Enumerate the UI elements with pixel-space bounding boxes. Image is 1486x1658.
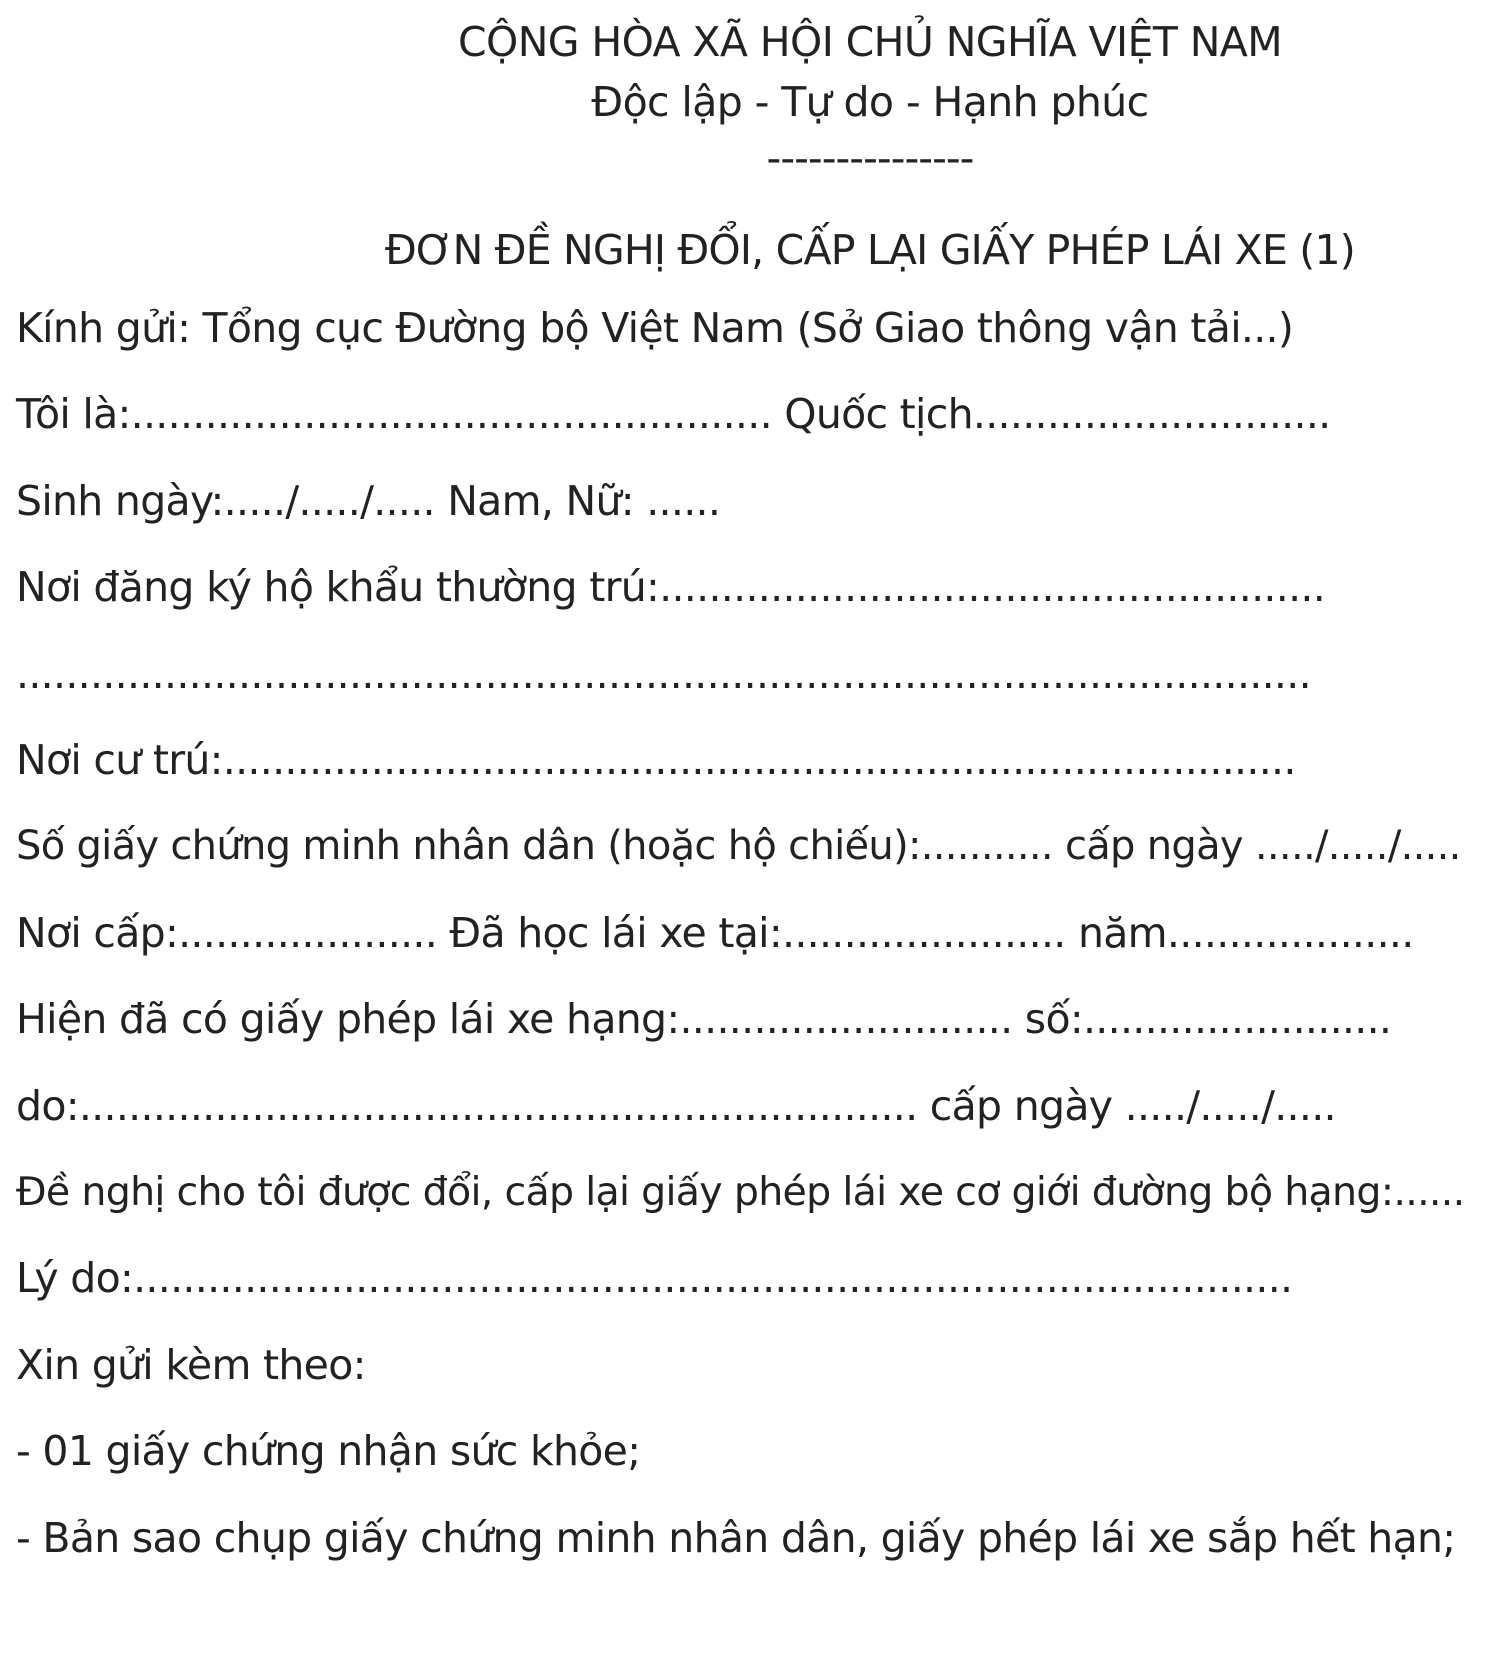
permanent-residence-continuation-line: ......................................................................................................... xyxy=(16,650,1311,698)
attachment-item: - 01 giấy chứng nhận sức khỏe; xyxy=(16,1427,641,1475)
request-line: Đề nghị cho tôi được đổi, cấp lại giấy phép lái xe cơ giới đường bộ hạng:...... xyxy=(16,1169,1465,1215)
current-residence-line: Nơi cư trú:....................................................................................... xyxy=(16,736,1296,784)
national-motto: Độc lập - Tự do - Hạnh phúc xyxy=(591,78,1149,126)
birthdate-gender-line: Sinh ngày:...../...../..... Nam, Nữ: ...... xyxy=(16,477,721,525)
document-title: ĐƠN ĐỀ NGHỊ ĐỔI, CẤP LẠI GIẤY PHÉP LÁI XE (1) xyxy=(385,226,1355,274)
permanent-residence-line: Nơi đăng ký hộ khẩu thường trú:...................................................... xyxy=(16,563,1326,611)
license-issuer-line: do:.................................................................... cấp ngày ...../...../..... xyxy=(16,1082,1336,1130)
reason-line: Lý do:.............................................................................................. xyxy=(16,1254,1293,1302)
recipient-line: Kính gửi: Tổng cục Đường bộ Việt Nam (Sở Giao thông vận tải...) xyxy=(16,304,1294,352)
name-nationality-line: Tôi là:.................................................... Quốc tịch............................. xyxy=(16,390,1331,438)
heading-divider: --------------- xyxy=(766,134,974,182)
id-card-line: Số giấy chứng minh nhân dân (hoặc hộ chiếu):........... cấp ngày ...../...../..... xyxy=(16,823,1461,869)
attachments-heading: Xin gửi kèm theo: xyxy=(16,1341,366,1389)
issue-place-training-line: Nơi cấp:..................... Đã học lái xe tại:....................... năm.................... xyxy=(16,909,1414,957)
nation-heading: CỘNG HÒA XÃ HỘI CHỦ NGHĨA VIỆT NAM xyxy=(458,18,1282,66)
current-license-line: Hiện đã có giấy phép lái xe hạng:........................... số:......................... xyxy=(16,995,1392,1043)
attachment-item: - Bản sao chụp giấy chứng minh nhân dân, giấy phép lái xe sắp hết hạn; xyxy=(16,1514,1456,1562)
